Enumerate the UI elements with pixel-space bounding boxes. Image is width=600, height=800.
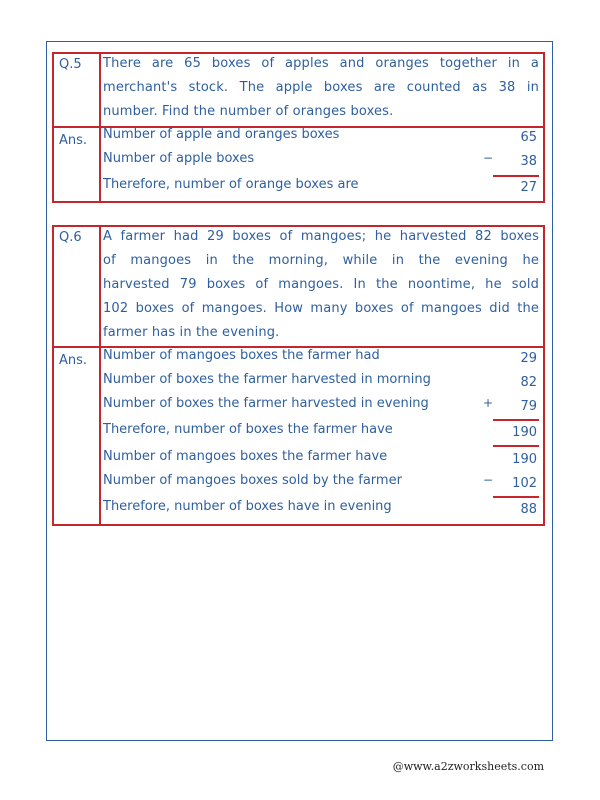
q6-diff-rule (493, 496, 539, 498)
q6-row-6-text: Number of mangoes boxes sold by the farmer (103, 473, 402, 488)
q5-row-1-text: Number of apple and oranges boxes (103, 127, 340, 142)
q5-ans-label: Ans. (54, 128, 101, 201)
q6-line-5: farmer has in the evening. (103, 325, 280, 340)
q5-question-box (52, 52, 545, 128)
q6-row-6-value: 102 (512, 476, 537, 491)
q6-row-7-text: Therefore, number of boxes have in evening (103, 499, 392, 514)
q6-answer-box (52, 348, 545, 526)
q6-mid-rule (493, 445, 539, 447)
q5-row-2-operator: − (482, 151, 493, 165)
q6-row-6 (103, 473, 543, 497)
q6-row-1-value: 29 (520, 351, 537, 366)
q5-line-1: There are 65 boxes of apples and oranges together in a (103, 56, 539, 71)
q5-row-1-value: 65 (520, 130, 537, 145)
q6-row-4-value: 190 (512, 425, 537, 440)
q6-row-4 (103, 422, 543, 446)
q6-sum-rule (493, 419, 539, 421)
q5-label: Q.5 (54, 54, 101, 126)
footer-website: @www.a2zworksheets.com (392, 760, 544, 773)
q6-row-1 (103, 348, 543, 372)
q6-row-7 (103, 499, 543, 523)
q5-answer-box (52, 128, 545, 203)
q5-line-2: merchant's stock. The apple boxes are counted as 38 in (103, 80, 539, 95)
q5-line-3: number. Find the number of oranges boxes. (103, 104, 394, 119)
q6-line-2: of mangoes in the morning, while in the evening he (103, 253, 539, 268)
q5-question-text (103, 52, 539, 124)
q6-row-2-text: Number of boxes the farmer harvested in morning (103, 372, 431, 387)
q5-row-2-text: Number of apple boxes (103, 151, 255, 166)
q5-row-3 (103, 177, 543, 201)
q6-line-1: A farmer had 29 boxes of mangoes; he harvested 82 boxes (103, 229, 539, 244)
q6-row-2 (103, 372, 543, 396)
q6-row-3 (103, 396, 543, 420)
q6-ans-label: Ans. (54, 348, 101, 524)
q6-row-5-value: 190 (512, 452, 537, 467)
q5-row-3-value: 27 (520, 180, 537, 195)
q6-row-2-value: 82 (520, 375, 537, 390)
q6-row-5-text: Number of mangoes boxes the farmer have (103, 449, 388, 464)
q6-row-3-text: Number of boxes the farmer harvested in evening (103, 396, 429, 411)
q6-row-1-text: Number of mangoes boxes the farmer had (103, 348, 380, 363)
q6-row-5 (103, 449, 543, 473)
q5-row-1 (103, 127, 543, 151)
q6-label: Q.6 (54, 227, 101, 346)
q6-line-3: harvested 79 boxes of mangoes. In the noontime, he sold (103, 277, 539, 292)
q6-question-box (52, 225, 545, 348)
q5-row-2 (103, 151, 543, 175)
q6-row-4-text: Therefore, number of boxes the farmer have (103, 422, 393, 437)
q6-row-3-value: 79 (520, 399, 537, 414)
q6-row-3-operator: + (482, 396, 493, 410)
q6-line-4: 102 boxes of mangoes. How many boxes of mangoes did the (103, 301, 539, 316)
q5-row-2-value: 38 (520, 154, 537, 169)
q6-row-7-value: 88 (520, 502, 537, 517)
q5-row-3-text: Therefore, number of orange boxes are (103, 177, 359, 192)
q6-row-6-operator: − (482, 473, 493, 487)
q6-question-text (103, 225, 539, 345)
